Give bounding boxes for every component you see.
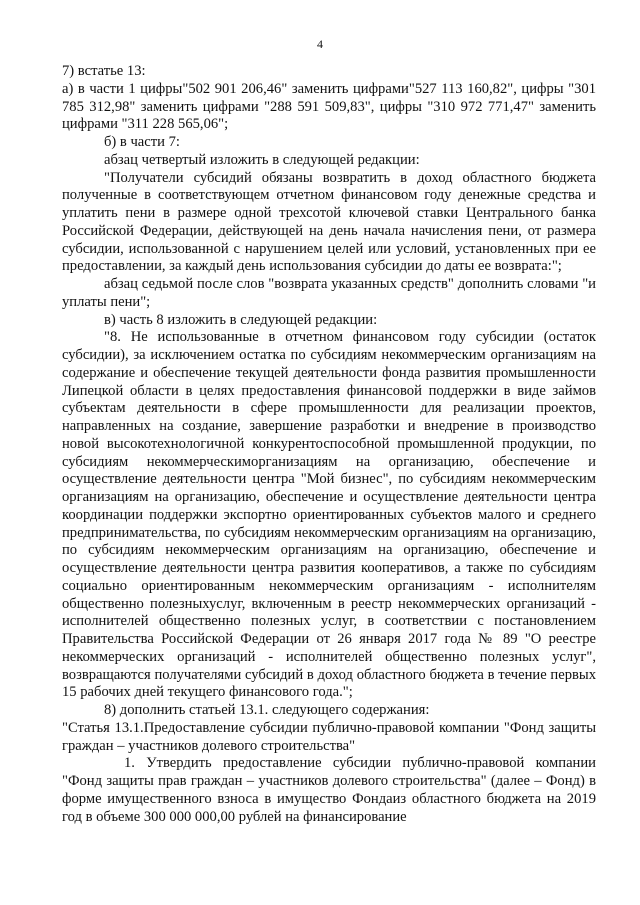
paragraph-13b-part7: б) в части 7: xyxy=(104,134,180,150)
paragraph-13-1-point-1: 1. Утвердить предоставление субсидии публично-правовой компании "Фонд защиты прав граждан – участников долевого строительства" (далее – Фонд) в форме имущественного взноса в имущество Фондаиз областного бюджета на 2019 год в объеме 300 000 000,00 рублей на финансирование xyxy=(62,755,596,825)
paragraph-item-8: 8) дополнить статьей 13.1. следующего содержания: xyxy=(104,702,430,718)
paragraph-quote-part8: "8. Не использованные в отчетном финансовом году субсидии (остаток субсидии), за исключением остатка по субсидиям некоммерческим организациям на содержание и обеспечение текущей деятельности фонда развития промышленности Липецкой области в целях предоставления финансовой поддержки в виде займов субъектам деятельности в сфере промышленности для реализации проектов, направленных на создание, завершение разработки и внедрение в производство новой высокотехнологичной конкурентоспособной промышленной продукции, по субсидиям некоммерческиморганизациям на организацию, обеспечение и осуществление деятельности центра "Мой бизнес", по субсидиям некоммерческим организациям на организацию, обеспечение и осуществление деятельности центра координации поддержки экспортно ориентированных субъектов малого и среднего предпринимательства, по субсидиям некоммерческим организациям на организацию, по субсидиям некоммерческим организациям на организацию, обеспечение и осуществление деятельности центра развития кооперативов, а также по субсидиям социально ориентированным некоммерческим организациям - исполнителям общественно полезныхуслуг, включенным в реестр некоммерческих организаций - исполнителей общественно полезных услуг, в соответствии с постановлением Правительства Российской Федерации от 26 января 2017 года № 89 "О реестре некоммерческих организаций - исполнителей общественно полезных услуг", возвращаются получателями субсидий в доход областного бюджета в течение первых 15 рабочих дней текущего финансового года."; xyxy=(62,329,596,701)
paragraph-13v-part8: в) часть 8 изложить в следующей редакции: xyxy=(104,311,378,328)
paragraph-abzac-7: абзац седьмой после слов "возврата указанных средств" дополнить словами "и уплаты пени"; xyxy=(62,276,596,310)
paragraph-quote-refund: "Получатели субсидий обязаны возвратить в доход областного бюджета полученные в соответствующем отчетном финансовом году денежные средства и уплатить пени в размере одной трехсотой ключевой ставки Центрального банка Российской Федерации, действующей на день начала начисления пени, от размера субсидии, использованной с нарушением целей или условий, установленных при ее предоставлении, за каждый день использования субсидии до даты ее возврата:"; xyxy=(62,169,596,275)
paragraph-article-13-1-title: "Статья 13.1.Предоставление субсидии публично-правовой компании "Фонд защиты граждан – участников долевого строительства" xyxy=(62,719,596,754)
paragraph-abzac-4: абзац четвертый изложить в следующей редакции: xyxy=(104,151,420,168)
paragraph-article-13-heading: 7) встатье 13: xyxy=(62,63,146,79)
page-number: 4 xyxy=(317,37,323,51)
document-body xyxy=(62,63,596,826)
paragraph-13a-amounts: а) в части 1 цифры"502 901 206,46" заменить цифрами"527 113 160,82", цифры "301 785 312,98" заменить цифрами "288 591 509,83", цифры "310 972 771,47" заменить цифрами "311 228 565,06"; xyxy=(62,80,596,133)
